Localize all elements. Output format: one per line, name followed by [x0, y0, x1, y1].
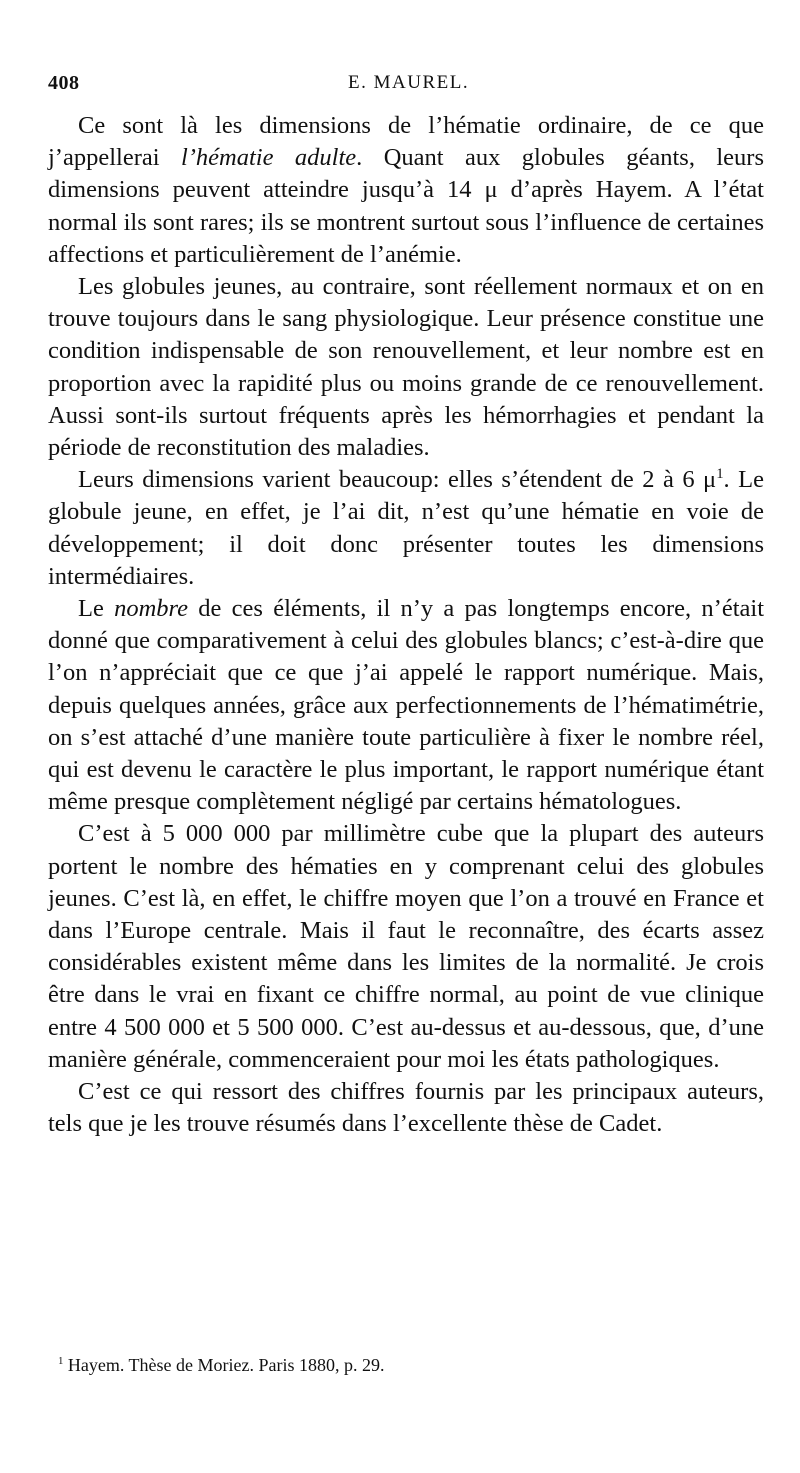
paragraph-4-text-a: Le [78, 595, 115, 623]
body-text [48, 110, 764, 1141]
paragraph-1-emphasis: l’hématie adulte [180, 144, 357, 172]
paragraph-3-text-a: Leurs dimensions varient beaucoup: elles s’étendent de 2 à 6 μ [78, 466, 717, 494]
paragraph-4-emphasis: nombre [114, 595, 189, 623]
footnote-text: Hayem. Thèse de Moriez. Paris 1880, p. 29. [63, 1355, 385, 1375]
running-head: E. MAUREL. [348, 72, 470, 93]
paragraph-1-text-a: Ce sont là les dimensions de l’hématie ordinaire, de ce que j’appellerai [48, 112, 764, 172]
footnote-marker: 1 [58, 1355, 64, 1367]
page-number: 408 [48, 72, 80, 94]
paragraph-4-text-b: de ces éléments, il n’y a pas longtemps encore, n’était donné que comparativement à celui des globules blancs; c’est-à-dire que l’on n’appréciait que ce que j’ai appelé le rapport numérique. Mais, depuis quelques années, grâce aux perfectionnements de l’hématimétrie, on s’est attaché d’une manière toute particulière à fixer le nombre réel, qui est devenu le caractère le plus important, le rapport numérique étant même presque complètement négligé par certains hématologues. [48, 595, 764, 816]
paragraph-6: C’est ce qui ressort des chiffres fournis par les principaux auteurs, tels que je les trouve résumés dans l’excellente thèse de Cadet. [48, 1078, 764, 1138]
paragraph-2: Les globules jeunes, au contraire, sont réellement normaux et on en trouve toujours dans le sang physiologique. Leur présence constitue une condition indispensable de son renouvellement, et leur nombre est en proportion avec la rapidité plus ou moins grande de ce renouvellement. Aussi sont-ils surtout fréquents après les hémorrhagies et pendant la période de reconstitution des maladies. [48, 273, 764, 462]
page-header [48, 72, 760, 102]
footnote [58, 1353, 758, 1377]
paragraph-3-text-b: . Le globule jeune, en effet, je l’ai dit, n’est qu’une hématie en voie de développement; il doit donc présenter toutes les dimensions intermédiaires. [48, 466, 765, 590]
paragraph-1 [48, 110, 764, 271]
paragraph-4 [48, 593, 764, 818]
paragraph-3 [48, 464, 764, 593]
paragraph-1-text-b: . Quant aux globules géants, leurs dimensions peuvent atteindre jusqu’à 14 μ d’après Hayem. A l’état normal ils sont rares; ils se montrent surtout sous l’influence de certaines affections et particulièrement de l’anémie. [48, 144, 764, 268]
paragraph-5: C’est à 5 000 000 par millimètre cube que la plupart des auteurs portent le nombre des hématies en y comprenant celui des globules jeunes. C’est là, en effet, le chiffre moyen que l’on a trouvé en France et dans l’Europe centrale. Mais il faut le reconnaître, des écarts assez considérables existent même dans les limites de la normalité. Je crois être dans le vrai en fixant ce chiffre normal, au point de vue clinique entre 4 500 000 et 5 500 000. C’est au-dessus et au-dessous, que, d’une manière générale, commenceraient pour moi les états pathologiques. [48, 820, 764, 1073]
footnote-reference: 1 [716, 466, 724, 483]
